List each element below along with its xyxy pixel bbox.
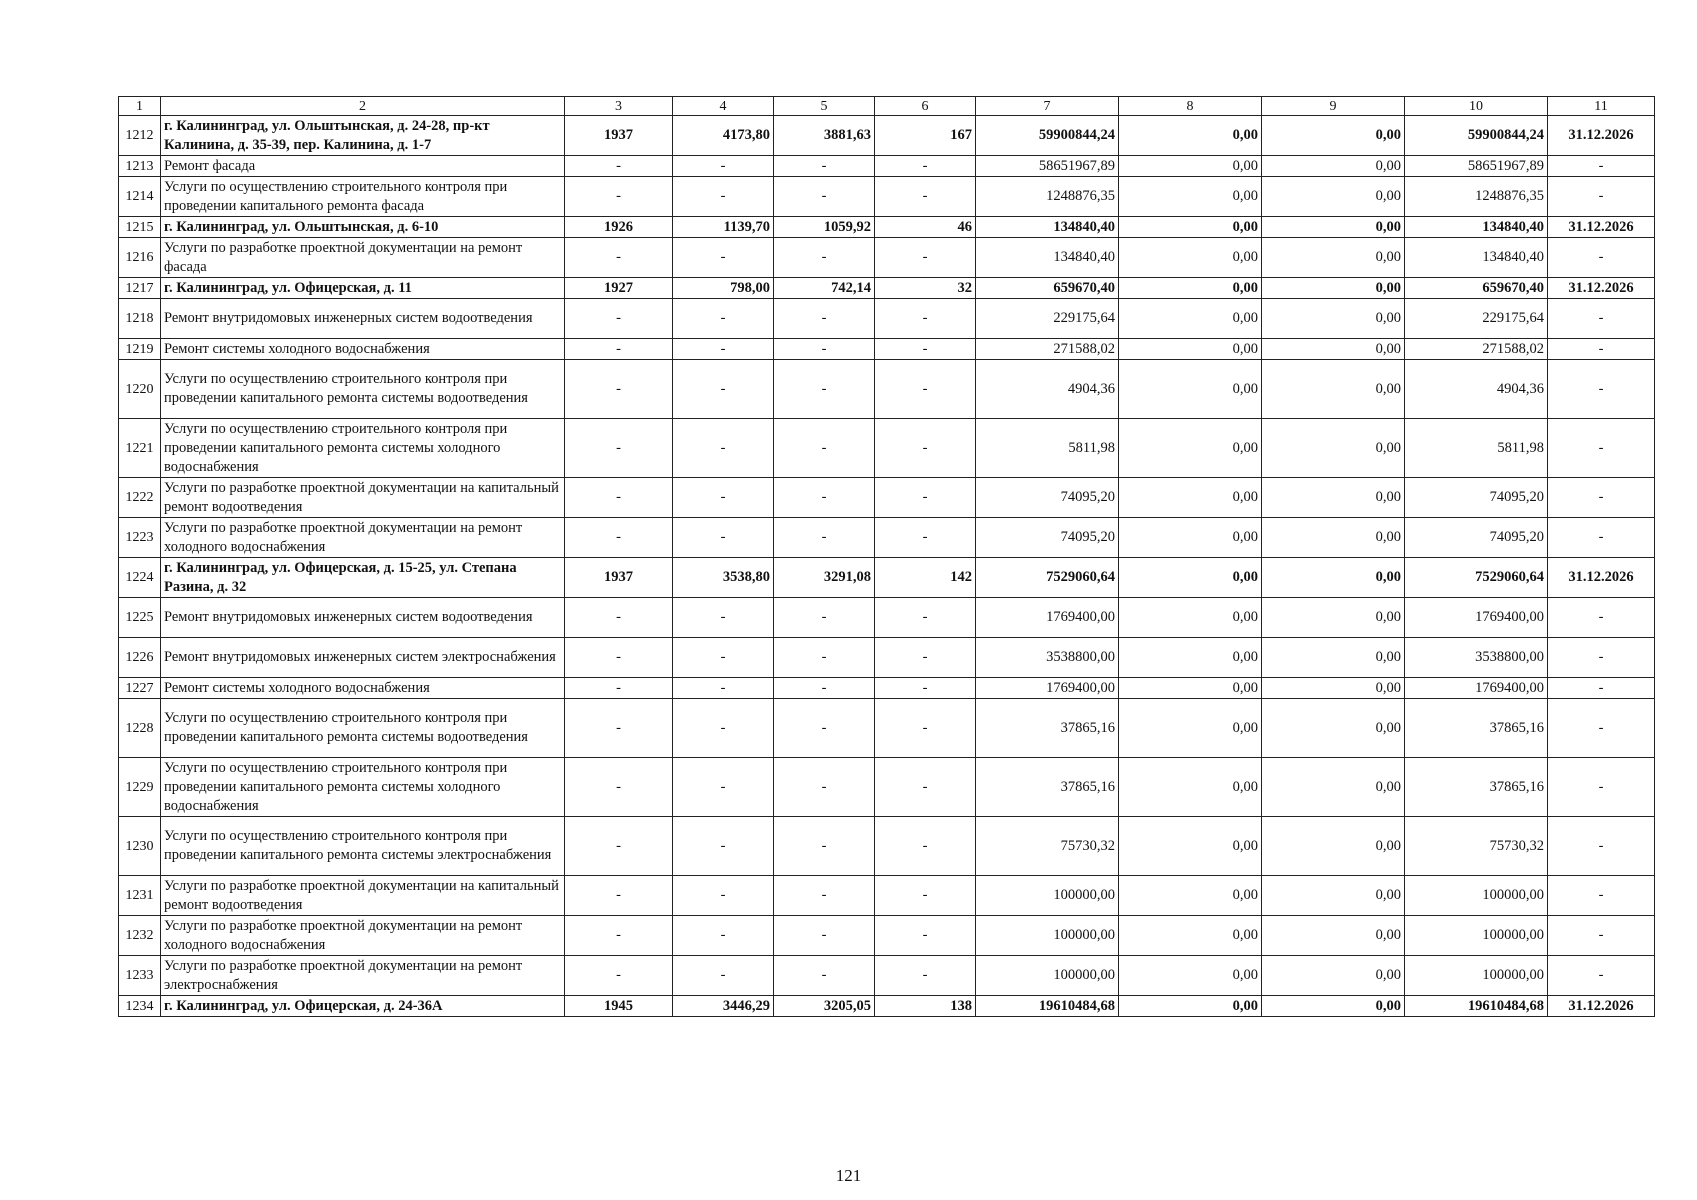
budget-cost-cell: 0,00 — [1262, 116, 1405, 156]
fund-cost-cell: 0,00 — [1119, 598, 1262, 638]
table-row — [119, 419, 1655, 478]
living-area-cell: - — [774, 758, 875, 817]
table-header — [119, 97, 1655, 116]
table-row — [119, 156, 1655, 177]
column-header-1: 1 — [119, 97, 161, 116]
residents-count-cell: - — [875, 876, 976, 916]
total-area-cell: - — [673, 419, 774, 478]
owners-cost-cell: 134840,40 — [1405, 217, 1548, 238]
total-cost-cell: 100000,00 — [976, 956, 1119, 996]
total-cost-cell: 134840,40 — [976, 217, 1119, 238]
row-number-cell: 1213 — [119, 156, 161, 177]
fund-cost-cell: 0,00 — [1119, 278, 1262, 299]
row-number-cell: 1214 — [119, 177, 161, 217]
table-row — [119, 278, 1655, 299]
owners-cost-cell: 134840,40 — [1405, 238, 1548, 278]
residents-count-cell: - — [875, 419, 976, 478]
fund-cost-cell: 0,00 — [1119, 299, 1262, 339]
table-row — [119, 558, 1655, 598]
year-cell: - — [565, 956, 673, 996]
deadline-cell: 31.12.2026 — [1548, 116, 1655, 156]
object-name-cell: Услуги по осуществлению строительного контроля при проведении капитального ремонта системы холодного водоснабжения — [161, 758, 565, 817]
year-cell: - — [565, 916, 673, 956]
living-area-cell: - — [774, 817, 875, 876]
object-name-cell: Услуги по осуществлению строительного контроля при проведении капитального ремонта системы водоотведения — [161, 699, 565, 758]
living-area-cell: 1059,92 — [774, 217, 875, 238]
budget-cost-cell: 0,00 — [1262, 758, 1405, 817]
table-row — [119, 217, 1655, 238]
owners-cost-cell: 3538800,00 — [1405, 638, 1548, 678]
year-cell: - — [565, 876, 673, 916]
year-cell: 1927 — [565, 278, 673, 299]
object-name-cell: Услуги по разработке проектной документации на капитальный ремонт водоотведения — [161, 478, 565, 518]
row-number-cell: 1219 — [119, 339, 161, 360]
column-header-3: 3 — [565, 97, 673, 116]
year-cell: 1945 — [565, 996, 673, 1017]
total-area-cell: - — [673, 916, 774, 956]
deadline-cell: 31.12.2026 — [1548, 558, 1655, 598]
deadline-cell: - — [1548, 478, 1655, 518]
total-area-cell: - — [673, 598, 774, 638]
table-row — [119, 817, 1655, 876]
object-name-cell: Услуги по разработке проектной документации на капитальный ремонт водоотведения — [161, 876, 565, 916]
total-area-cell: - — [673, 956, 774, 996]
total-area-cell: - — [673, 177, 774, 217]
table-row — [119, 177, 1655, 217]
year-cell: - — [565, 238, 673, 278]
year-cell: - — [565, 678, 673, 699]
table-row — [119, 996, 1655, 1017]
living-area-cell: - — [774, 419, 875, 478]
header-row — [119, 97, 1655, 116]
living-area-cell: - — [774, 238, 875, 278]
row-number-cell: 1222 — [119, 478, 161, 518]
residents-count-cell: - — [875, 956, 976, 996]
year-cell: - — [565, 638, 673, 678]
owners-cost-cell: 7529060,64 — [1405, 558, 1548, 598]
living-area-cell: - — [774, 156, 875, 177]
object-name-cell: г. Калининград, ул. Офицерская, д. 11 — [161, 278, 565, 299]
residents-count-cell: - — [875, 238, 976, 278]
row-number-cell: 1223 — [119, 518, 161, 558]
object-name-cell: г. Калининград, ул. Офицерская, д. 15-25, ул. Степана Разина, д. 32 — [161, 558, 565, 598]
row-number-cell: 1229 — [119, 758, 161, 817]
deadline-cell: - — [1548, 638, 1655, 678]
budget-cost-cell: 0,00 — [1262, 638, 1405, 678]
data-table-container — [118, 96, 1654, 1017]
total-cost-cell: 37865,16 — [976, 699, 1119, 758]
year-cell: 1926 — [565, 217, 673, 238]
deadline-cell: - — [1548, 419, 1655, 478]
row-number-cell: 1216 — [119, 238, 161, 278]
object-name-cell: Услуги по разработке проектной документации на ремонт фасада — [161, 238, 565, 278]
total-cost-cell: 37865,16 — [976, 758, 1119, 817]
owners-cost-cell: 1769400,00 — [1405, 678, 1548, 699]
deadline-cell: - — [1548, 758, 1655, 817]
fund-cost-cell: 0,00 — [1119, 156, 1262, 177]
total-cost-cell: 1769400,00 — [976, 598, 1119, 638]
row-number-cell: 1215 — [119, 217, 161, 238]
total-cost-cell: 7529060,64 — [976, 558, 1119, 598]
fund-cost-cell: 0,00 — [1119, 339, 1262, 360]
residents-count-cell: - — [875, 758, 976, 817]
owners-cost-cell: 37865,16 — [1405, 699, 1548, 758]
total-area-cell: - — [673, 360, 774, 419]
object-name-cell: Услуги по разработке проектной документации на ремонт электроснабжения — [161, 956, 565, 996]
total-cost-cell: 659670,40 — [976, 278, 1119, 299]
total-cost-cell: 19610484,68 — [976, 996, 1119, 1017]
budget-cost-cell: 0,00 — [1262, 876, 1405, 916]
fund-cost-cell: 0,00 — [1119, 916, 1262, 956]
owners-cost-cell: 75730,32 — [1405, 817, 1548, 876]
deadline-cell: - — [1548, 238, 1655, 278]
living-area-cell: - — [774, 699, 875, 758]
living-area-cell: - — [774, 299, 875, 339]
residents-count-cell: - — [875, 478, 976, 518]
fund-cost-cell: 0,00 — [1119, 558, 1262, 598]
object-name-cell: Ремонт системы холодного водоснабжения — [161, 678, 565, 699]
budget-cost-cell: 0,00 — [1262, 478, 1405, 518]
row-number-cell: 1221 — [119, 419, 161, 478]
total-area-cell: - — [673, 876, 774, 916]
total-cost-cell: 1248876,35 — [976, 177, 1119, 217]
owners-cost-cell: 229175,64 — [1405, 299, 1548, 339]
row-number-cell: 1224 — [119, 558, 161, 598]
total-area-cell: - — [673, 156, 774, 177]
total-area-cell: - — [673, 339, 774, 360]
year-cell: - — [565, 518, 673, 558]
budget-cost-cell: 0,00 — [1262, 916, 1405, 956]
row-number-cell: 1227 — [119, 678, 161, 699]
table-row — [119, 956, 1655, 996]
column-header-2: 2 — [161, 97, 565, 116]
living-area-cell: - — [774, 916, 875, 956]
year-cell: - — [565, 758, 673, 817]
residents-count-cell: - — [875, 638, 976, 678]
owners-cost-cell: 100000,00 — [1405, 956, 1548, 996]
object-name-cell: Ремонт системы холодного водоснабжения — [161, 339, 565, 360]
total-area-cell: 4173,80 — [673, 116, 774, 156]
fund-cost-cell: 0,00 — [1119, 956, 1262, 996]
object-name-cell: Ремонт внутридомовых инженерных систем водоотведения — [161, 299, 565, 339]
object-name-cell: Ремонт внутридомовых инженерных систем электроснабжения — [161, 638, 565, 678]
deadline-cell: - — [1548, 156, 1655, 177]
budget-cost-cell: 0,00 — [1262, 278, 1405, 299]
total-area-cell: - — [673, 518, 774, 558]
fund-cost-cell: 0,00 — [1119, 638, 1262, 678]
total-cost-cell: 58651967,89 — [976, 156, 1119, 177]
deadline-cell: - — [1548, 598, 1655, 638]
deadline-cell: - — [1548, 518, 1655, 558]
fund-cost-cell: 0,00 — [1119, 478, 1262, 518]
total-area-cell: 798,00 — [673, 278, 774, 299]
year-cell: - — [565, 156, 673, 177]
year-cell: - — [565, 478, 673, 518]
total-area-cell: - — [673, 299, 774, 339]
row-number-cell: 1218 — [119, 299, 161, 339]
owners-cost-cell: 100000,00 — [1405, 876, 1548, 916]
budget-cost-cell: 0,00 — [1262, 996, 1405, 1017]
object-name-cell: Услуги по разработке проектной документации на ремонт холодного водоснабжения — [161, 916, 565, 956]
deadline-cell: 31.12.2026 — [1548, 996, 1655, 1017]
total-area-cell: 3538,80 — [673, 558, 774, 598]
table-body — [119, 116, 1655, 1017]
owners-cost-cell: 4904,36 — [1405, 360, 1548, 419]
column-header-11: 11 — [1548, 97, 1655, 116]
budget-cost-cell: 0,00 — [1262, 238, 1405, 278]
owners-cost-cell: 19610484,68 — [1405, 996, 1548, 1017]
living-area-cell: - — [774, 177, 875, 217]
table-row — [119, 478, 1655, 518]
deadline-cell: - — [1548, 299, 1655, 339]
deadline-cell: 31.12.2026 — [1548, 217, 1655, 238]
residents-count-cell: - — [875, 678, 976, 699]
table-row — [119, 758, 1655, 817]
budget-cost-cell: 0,00 — [1262, 339, 1405, 360]
fund-cost-cell: 0,00 — [1119, 518, 1262, 558]
living-area-cell: 742,14 — [774, 278, 875, 299]
object-name-cell: Ремонт фасада — [161, 156, 565, 177]
budget-cost-cell: 0,00 — [1262, 678, 1405, 699]
table-row — [119, 339, 1655, 360]
fund-cost-cell: 0,00 — [1119, 817, 1262, 876]
total-area-cell: - — [673, 478, 774, 518]
total-cost-cell: 3538800,00 — [976, 638, 1119, 678]
total-cost-cell: 100000,00 — [976, 876, 1119, 916]
budget-cost-cell: 0,00 — [1262, 156, 1405, 177]
table-row — [119, 116, 1655, 156]
object-name-cell: Услуги по осуществлению строительного контроля при проведении капитального ремонта фасада — [161, 177, 565, 217]
residents-count-cell: 138 — [875, 996, 976, 1017]
deadline-cell: - — [1548, 678, 1655, 699]
row-number-cell: 1225 — [119, 598, 161, 638]
budget-cost-cell: 0,00 — [1262, 699, 1405, 758]
object-name-cell: Услуги по осуществлению строительного контроля при проведении капитального ремонта системы холодного водоснабжения — [161, 419, 565, 478]
table-row — [119, 518, 1655, 558]
fund-cost-cell: 0,00 — [1119, 758, 1262, 817]
fund-cost-cell: 0,00 — [1119, 996, 1262, 1017]
row-number-cell: 1234 — [119, 996, 161, 1017]
residents-count-cell: - — [875, 339, 976, 360]
living-area-cell: 3291,08 — [774, 558, 875, 598]
owners-cost-cell: 5811,98 — [1405, 419, 1548, 478]
deadline-cell: - — [1548, 916, 1655, 956]
owners-cost-cell: 1248876,35 — [1405, 177, 1548, 217]
total-area-cell: - — [673, 638, 774, 678]
total-area-cell: 1139,70 — [673, 217, 774, 238]
deadline-cell: - — [1548, 360, 1655, 419]
budget-cost-cell: 0,00 — [1262, 177, 1405, 217]
object-name-cell: Услуги по осуществлению строительного контроля при проведении капитального ремонта системы водоотведения — [161, 360, 565, 419]
total-cost-cell: 134840,40 — [976, 238, 1119, 278]
owners-cost-cell: 74095,20 — [1405, 518, 1548, 558]
fund-cost-cell: 0,00 — [1119, 217, 1262, 238]
deadline-cell: 31.12.2026 — [1548, 278, 1655, 299]
living-area-cell: 3881,63 — [774, 116, 875, 156]
residents-count-cell: 46 — [875, 217, 976, 238]
living-area-cell: - — [774, 339, 875, 360]
total-cost-cell: 74095,20 — [976, 518, 1119, 558]
table-row — [119, 678, 1655, 699]
living-area-cell: 3205,05 — [774, 996, 875, 1017]
table-row — [119, 916, 1655, 956]
residents-count-cell: 32 — [875, 278, 976, 299]
year-cell: 1937 — [565, 558, 673, 598]
deadline-cell: - — [1548, 876, 1655, 916]
budget-cost-cell: 0,00 — [1262, 518, 1405, 558]
owners-cost-cell: 271588,02 — [1405, 339, 1548, 360]
year-cell: - — [565, 360, 673, 419]
total-cost-cell: 100000,00 — [976, 916, 1119, 956]
table-row — [119, 876, 1655, 916]
residents-count-cell: - — [875, 598, 976, 638]
fund-cost-cell: 0,00 — [1119, 699, 1262, 758]
fund-cost-cell: 0,00 — [1119, 238, 1262, 278]
living-area-cell: - — [774, 360, 875, 419]
residents-count-cell: - — [875, 156, 976, 177]
object-name-cell: г. Калининград, ул. Ольштынская, д. 24-28, пр-кт Калинина, д. 35-39, пер. Калинина, д. 1-7 — [161, 116, 565, 156]
year-cell: - — [565, 299, 673, 339]
column-header-4: 4 — [673, 97, 774, 116]
total-cost-cell: 5811,98 — [976, 419, 1119, 478]
budget-cost-cell: 0,00 — [1262, 360, 1405, 419]
budget-cost-cell: 0,00 — [1262, 299, 1405, 339]
deadline-cell: - — [1548, 699, 1655, 758]
object-name-cell: Услуги по осуществлению строительного контроля при проведении капитального ремонта системы электроснабжения — [161, 817, 565, 876]
owners-cost-cell: 659670,40 — [1405, 278, 1548, 299]
residents-count-cell: - — [875, 518, 976, 558]
total-cost-cell: 1769400,00 — [976, 678, 1119, 699]
total-area-cell: - — [673, 758, 774, 817]
fund-cost-cell: 0,00 — [1119, 177, 1262, 217]
owners-cost-cell: 58651967,89 — [1405, 156, 1548, 177]
year-cell: 1937 — [565, 116, 673, 156]
residents-count-cell: - — [875, 177, 976, 217]
total-cost-cell: 74095,20 — [976, 478, 1119, 518]
living-area-cell: - — [774, 518, 875, 558]
total-cost-cell: 59900844,24 — [976, 116, 1119, 156]
fund-cost-cell: 0,00 — [1119, 360, 1262, 419]
residents-count-cell: 167 — [875, 116, 976, 156]
column-header-8: 8 — [1119, 97, 1262, 116]
table-row — [119, 360, 1655, 419]
column-header-7: 7 — [976, 97, 1119, 116]
residents-count-cell: - — [875, 916, 976, 956]
total-cost-cell: 229175,64 — [976, 299, 1119, 339]
row-number-cell: 1231 — [119, 876, 161, 916]
object-name-cell: г. Калининград, ул. Офицерская, д. 24-36А — [161, 996, 565, 1017]
owners-cost-cell: 59900844,24 — [1405, 116, 1548, 156]
row-number-cell: 1233 — [119, 956, 161, 996]
living-area-cell: - — [774, 876, 875, 916]
residents-count-cell: 142 — [875, 558, 976, 598]
living-area-cell: - — [774, 478, 875, 518]
total-area-cell: - — [673, 238, 774, 278]
owners-cost-cell: 74095,20 — [1405, 478, 1548, 518]
budget-cost-cell: 0,00 — [1262, 598, 1405, 638]
total-cost-cell: 4904,36 — [976, 360, 1119, 419]
table-row — [119, 238, 1655, 278]
total-area-cell: - — [673, 817, 774, 876]
residents-count-cell: - — [875, 699, 976, 758]
year-cell: - — [565, 419, 673, 478]
fund-cost-cell: 0,00 — [1119, 678, 1262, 699]
deadline-cell: - — [1548, 177, 1655, 217]
total-area-cell: - — [673, 699, 774, 758]
year-cell: - — [565, 177, 673, 217]
total-area-cell: 3446,29 — [673, 996, 774, 1017]
budget-cost-cell: 0,00 — [1262, 558, 1405, 598]
budget-cost-cell: 0,00 — [1262, 217, 1405, 238]
budget-cost-cell: 0,00 — [1262, 817, 1405, 876]
deadline-cell: - — [1548, 956, 1655, 996]
living-area-cell: - — [774, 956, 875, 996]
column-header-6: 6 — [875, 97, 976, 116]
column-header-9: 9 — [1262, 97, 1405, 116]
row-number-cell: 1226 — [119, 638, 161, 678]
residents-count-cell: - — [875, 360, 976, 419]
year-cell: - — [565, 339, 673, 360]
living-area-cell: - — [774, 638, 875, 678]
fund-cost-cell: 0,00 — [1119, 419, 1262, 478]
budget-cost-cell: 0,00 — [1262, 956, 1405, 996]
row-number-cell: 1212 — [119, 116, 161, 156]
row-number-cell: 1228 — [119, 699, 161, 758]
deadline-cell: - — [1548, 339, 1655, 360]
living-area-cell: - — [774, 678, 875, 699]
total-cost-cell: 75730,32 — [976, 817, 1119, 876]
residents-count-cell: - — [875, 817, 976, 876]
object-name-cell: г. Калининград, ул. Ольштынская, д. 6-10 — [161, 217, 565, 238]
row-number-cell: 1220 — [119, 360, 161, 419]
table-row — [119, 598, 1655, 638]
table-row — [119, 699, 1655, 758]
object-name-cell: Услуги по разработке проектной документации на ремонт холодного водоснабжения — [161, 518, 565, 558]
row-number-cell: 1230 — [119, 817, 161, 876]
living-area-cell: - — [774, 598, 875, 638]
owners-cost-cell: 37865,16 — [1405, 758, 1548, 817]
year-cell: - — [565, 817, 673, 876]
row-number-cell: 1232 — [119, 916, 161, 956]
year-cell: - — [565, 598, 673, 638]
residents-count-cell: - — [875, 299, 976, 339]
column-header-10: 10 — [1405, 97, 1548, 116]
row-number-cell: 1217 — [119, 278, 161, 299]
deadline-cell: - — [1548, 817, 1655, 876]
fund-cost-cell: 0,00 — [1119, 116, 1262, 156]
page-number: 121 — [835, 1166, 862, 1185]
fund-cost-cell: 0,00 — [1119, 876, 1262, 916]
year-cell: - — [565, 699, 673, 758]
owners-cost-cell: 1769400,00 — [1405, 598, 1548, 638]
object-name-cell: Ремонт внутридомовых инженерных систем водоотведения — [161, 598, 565, 638]
total-area-cell: - — [673, 678, 774, 699]
table-row — [119, 638, 1655, 678]
budget-cost-cell: 0,00 — [1262, 419, 1405, 478]
owners-cost-cell: 100000,00 — [1405, 916, 1548, 956]
data-table — [118, 96, 1655, 1017]
column-header-5: 5 — [774, 97, 875, 116]
total-cost-cell: 271588,02 — [976, 339, 1119, 360]
table-row — [119, 299, 1655, 339]
